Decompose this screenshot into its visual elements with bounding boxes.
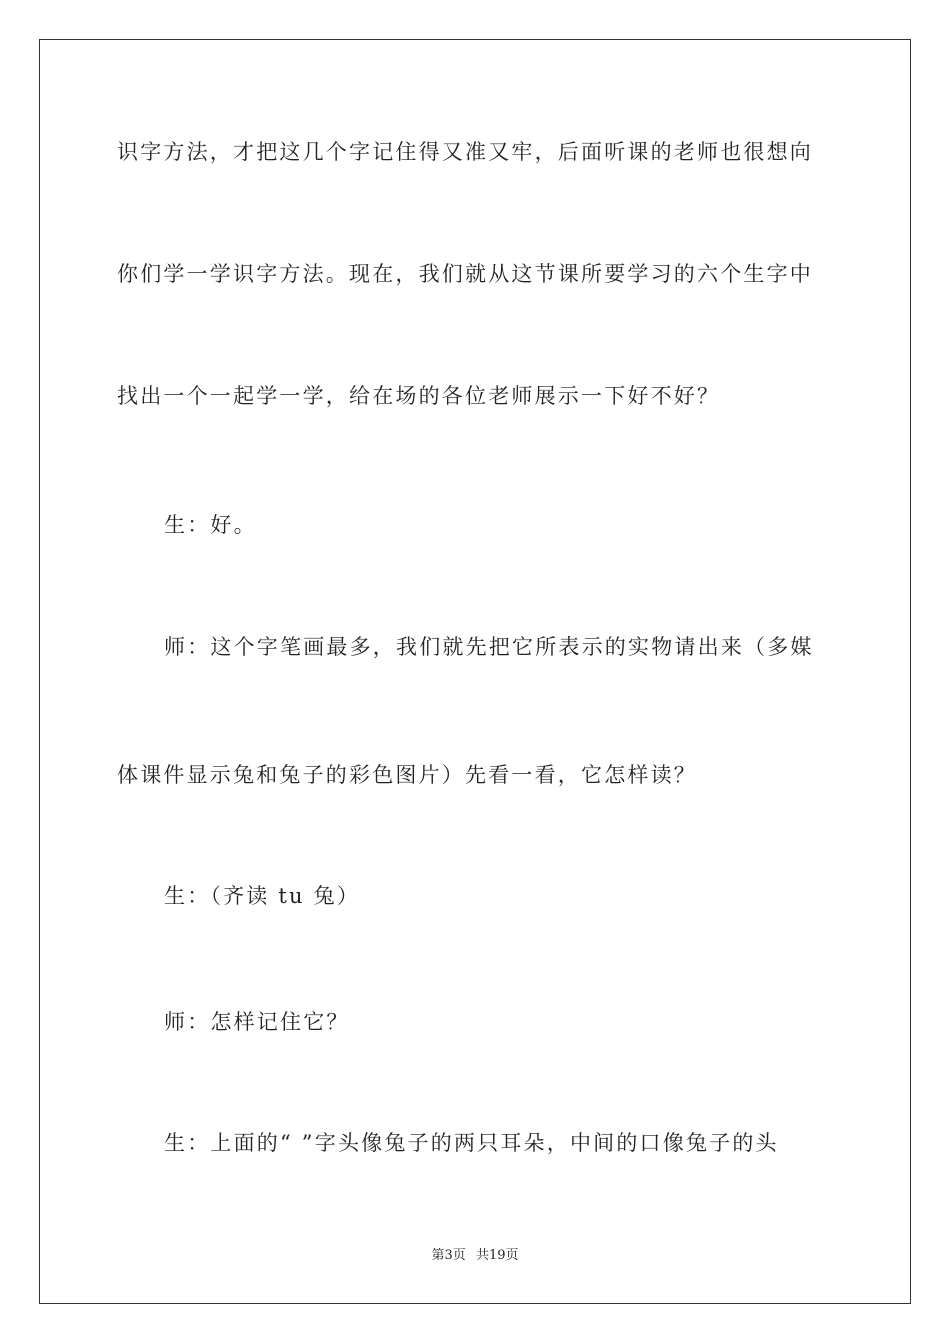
text-line-7: 生：（齐读 tu 兔） bbox=[164, 884, 361, 908]
text-line-5: 师：这个字笔画最多，我们就先把它所表示的实物请出来（多媒 bbox=[164, 635, 814, 659]
page-border bbox=[39, 39, 911, 1304]
text-line-2: 你们学一学识字方法。现在，我们就从这节课所要学习的六个生字中 bbox=[117, 262, 813, 286]
text-line-1: 识字方法，才把这几个字记住得又准又牢，后面听课的老师也很想向 bbox=[117, 140, 813, 164]
text-line-8: 师：怎样记住它？ bbox=[164, 1010, 350, 1034]
text-line-9: 生：上面的“ ”字头像兔子的两只耳朵，中间的口像兔子的头 bbox=[164, 1131, 779, 1155]
page-footer bbox=[0, 1246, 950, 1266]
text-line-4: 生：好。 bbox=[164, 513, 257, 537]
page-total: 共19页 bbox=[475, 1248, 519, 1263]
text-line-6: 体课件显示兔和兔子的彩色图片）先看一看，它怎样读？ bbox=[117, 763, 697, 787]
text-line-3: 找出一个一起学一学，给在场的各位老师展示一下好不好？ bbox=[117, 384, 721, 408]
page-number: 第3页 bbox=[431, 1248, 466, 1263]
